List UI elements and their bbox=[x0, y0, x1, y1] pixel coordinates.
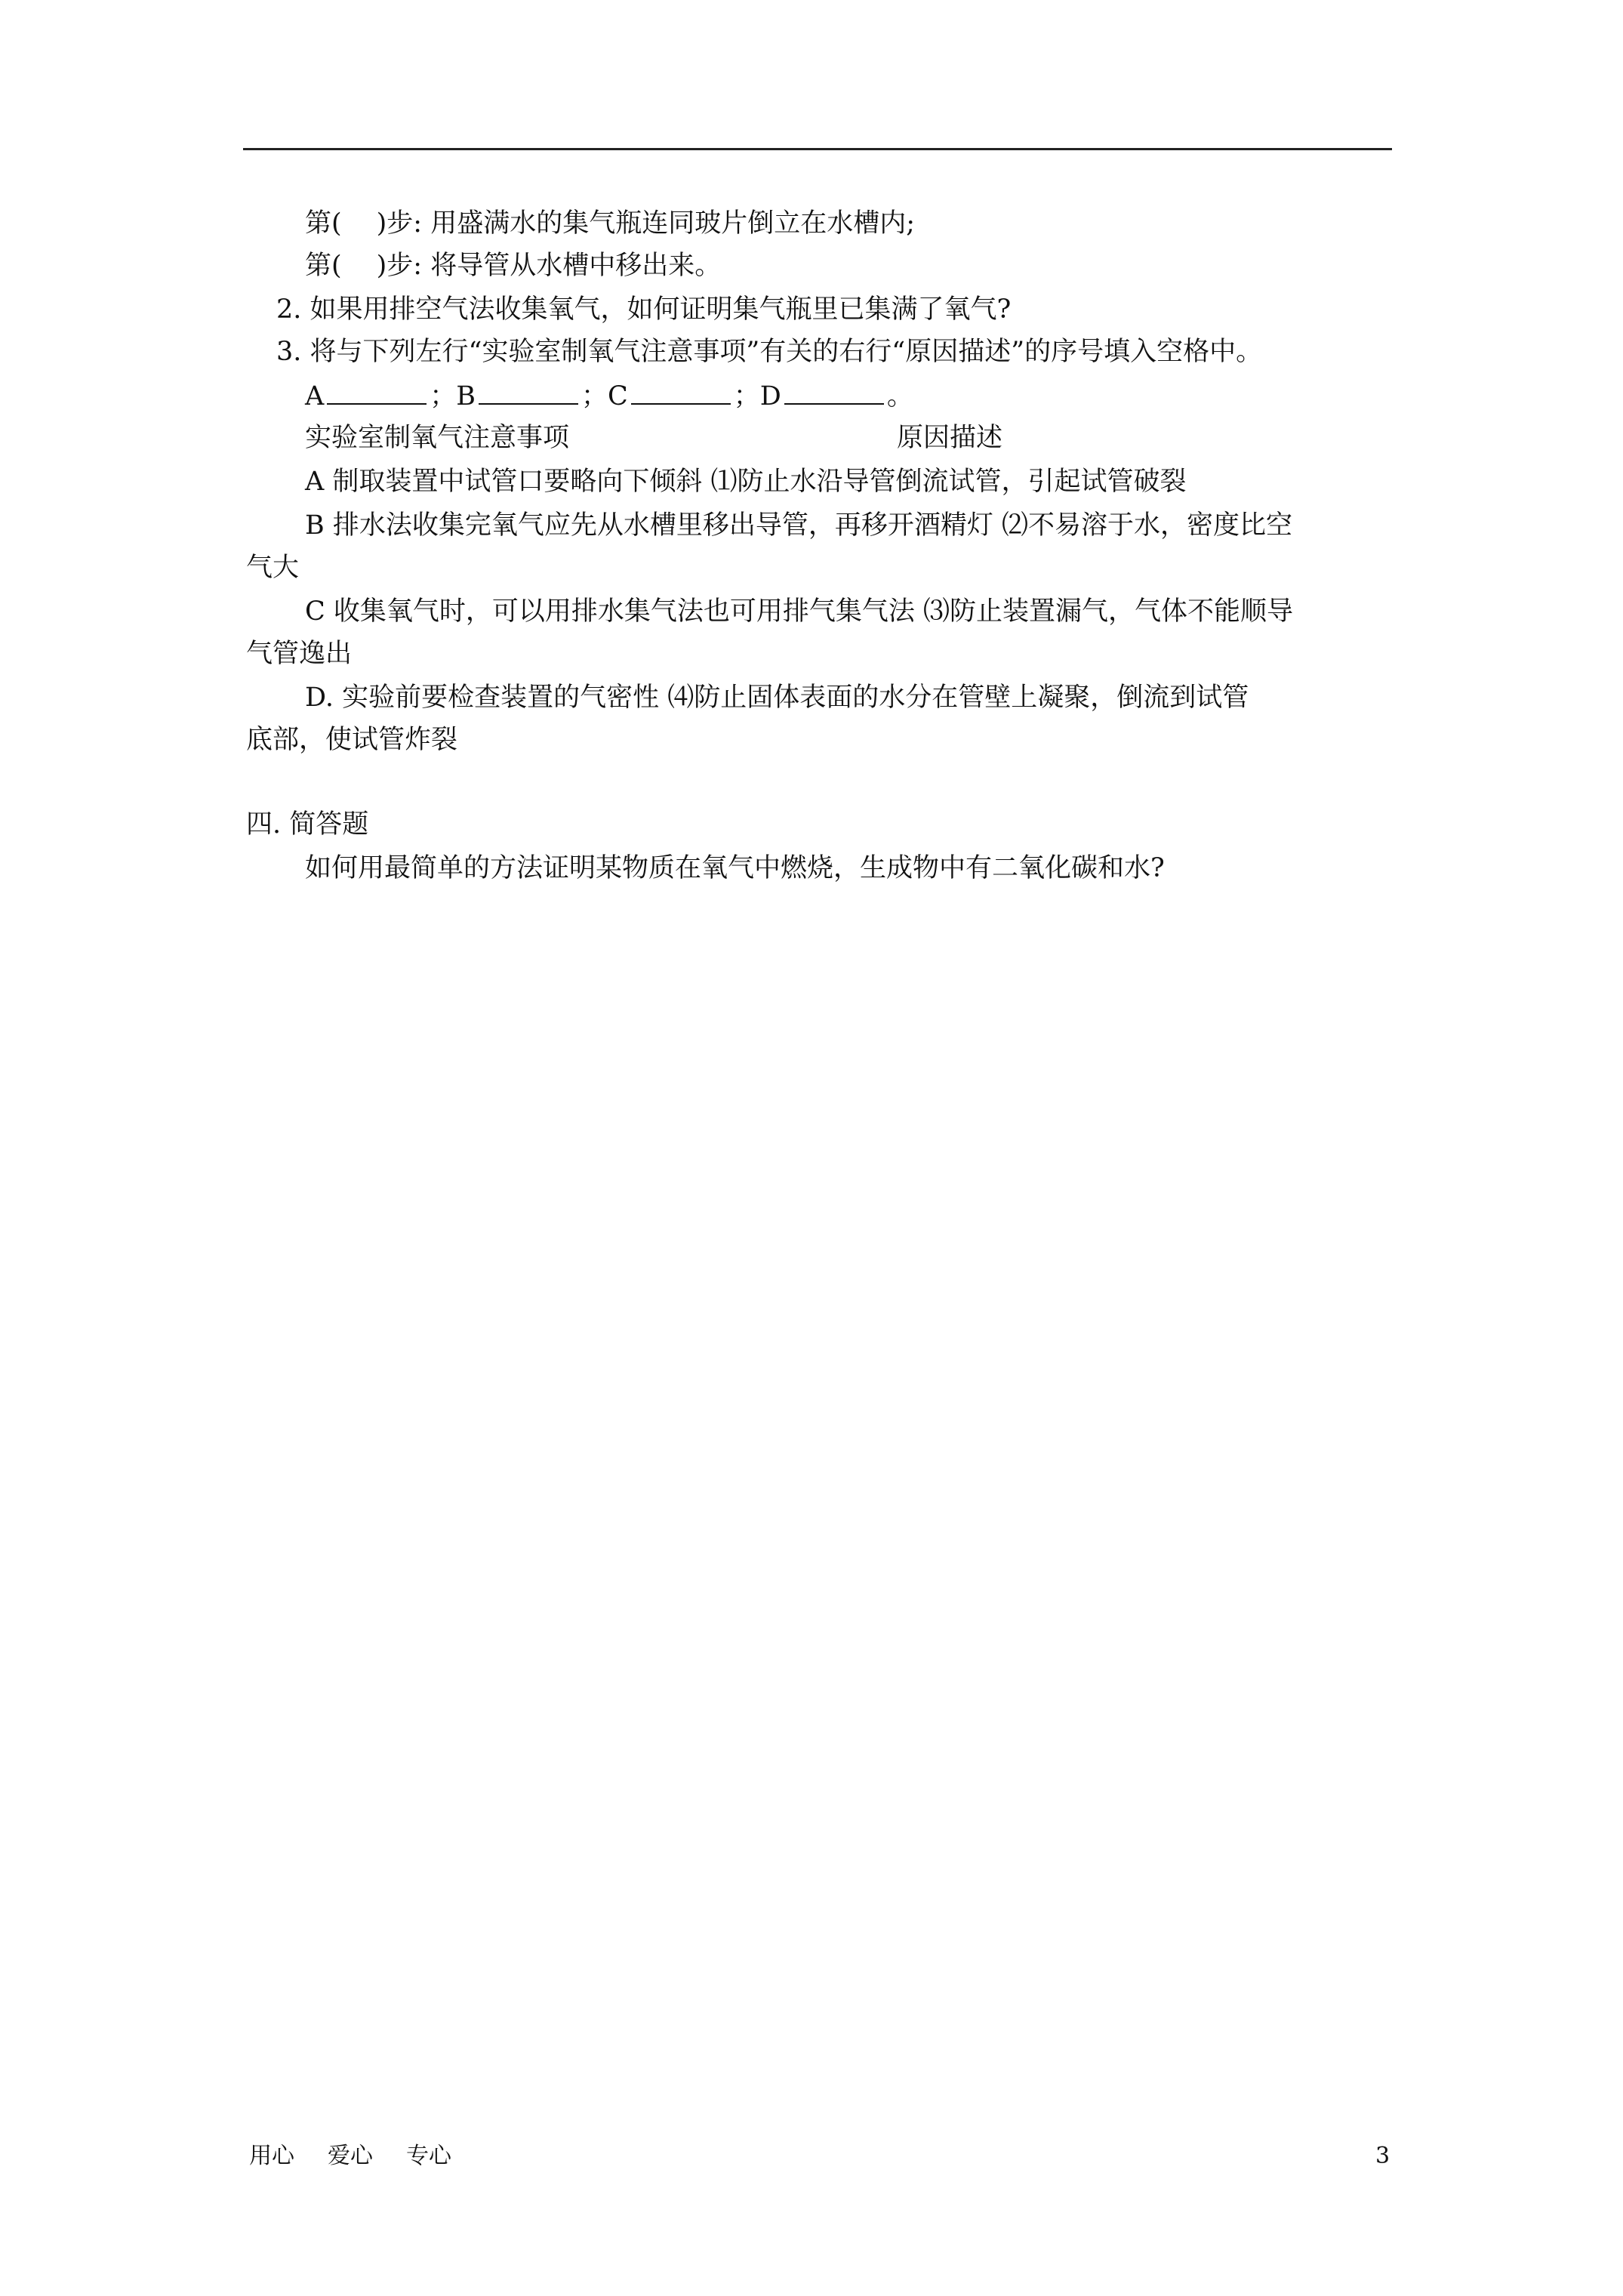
answer-c-label: ；C bbox=[581, 381, 628, 411]
step-2-text: )步: 将导管从水槽中移出来。 bbox=[376, 251, 722, 281]
step-line-2 bbox=[305, 249, 721, 282]
answer-blanks-row bbox=[305, 379, 913, 413]
item-d-line-2: 底部，使试管炸裂 bbox=[246, 725, 458, 755]
item-c-line-2: 气管逸出 bbox=[246, 639, 353, 669]
item-b-line-1: B 排水法收集完氧气应先从水槽里移出导管，再移开酒精灯 ⑵不易溶于水，密度比空 bbox=[305, 510, 1292, 541]
item-b-line-2: 气大 bbox=[246, 553, 300, 583]
section-4-title: 四. 简答题 bbox=[246, 809, 369, 840]
answer-b-blank[interactable] bbox=[479, 379, 578, 405]
footer-motto-2: 爱心 bbox=[328, 2143, 373, 2169]
table-header-left: 实验室制氧气注意事项 bbox=[305, 423, 570, 453]
footer-motto-3: 专心 bbox=[406, 2143, 451, 2169]
footer-motto-1: 用心 bbox=[249, 2143, 294, 2169]
step-1-prefix: 第( bbox=[305, 208, 342, 239]
step-1-text: )步: 用盛满水的集气瓶连同玻片倒立在水槽内; bbox=[376, 208, 916, 239]
step-line-1 bbox=[305, 207, 915, 240]
question-2: 2. 如果用排空气法收集氧气，如何证明集气瓶里已集满了氧气? bbox=[276, 294, 1012, 325]
step-2-prefix: 第( bbox=[305, 251, 342, 281]
answer-c-blank[interactable] bbox=[631, 379, 731, 405]
answer-d-label: ；D bbox=[733, 381, 781, 411]
header-rule bbox=[243, 148, 1392, 150]
answer-b-label: ；B bbox=[430, 381, 476, 411]
item-c-line-1: C 收集氧气时，可以用排水集气法也可用排气集气法 ⑶防止装置漏气，气体不能顺导 bbox=[305, 596, 1294, 627]
section-4-question: 如何用最简单的方法证明某物质在氧气中燃烧，生成物中有二氧化碳和水? bbox=[305, 853, 1165, 883]
item-d-line-1: D. 实验前要检查装置的气密性 ⑷防止固体表面的水分在管壁上凝聚，倒流到试管 bbox=[305, 683, 1249, 713]
item-a: A 制取装置中试管口要略向下倾斜 ⑴防止水沿导管倒流试管，引起试管破裂 bbox=[305, 467, 1187, 497]
answer-d-blank[interactable] bbox=[784, 379, 884, 405]
footer-motto bbox=[249, 2141, 485, 2171]
table-header-right: 原因描述 bbox=[897, 423, 1003, 453]
answer-a-label: A bbox=[305, 381, 325, 411]
answer-end: 。 bbox=[886, 381, 913, 411]
question-3: 3. 将与下列左行“实验室制氧气注意事项”有关的右行“原因描述”的序号填入空格中。 bbox=[276, 337, 1263, 367]
answer-a-blank[interactable] bbox=[327, 379, 427, 405]
page-number: 3 bbox=[1375, 2143, 1390, 2169]
